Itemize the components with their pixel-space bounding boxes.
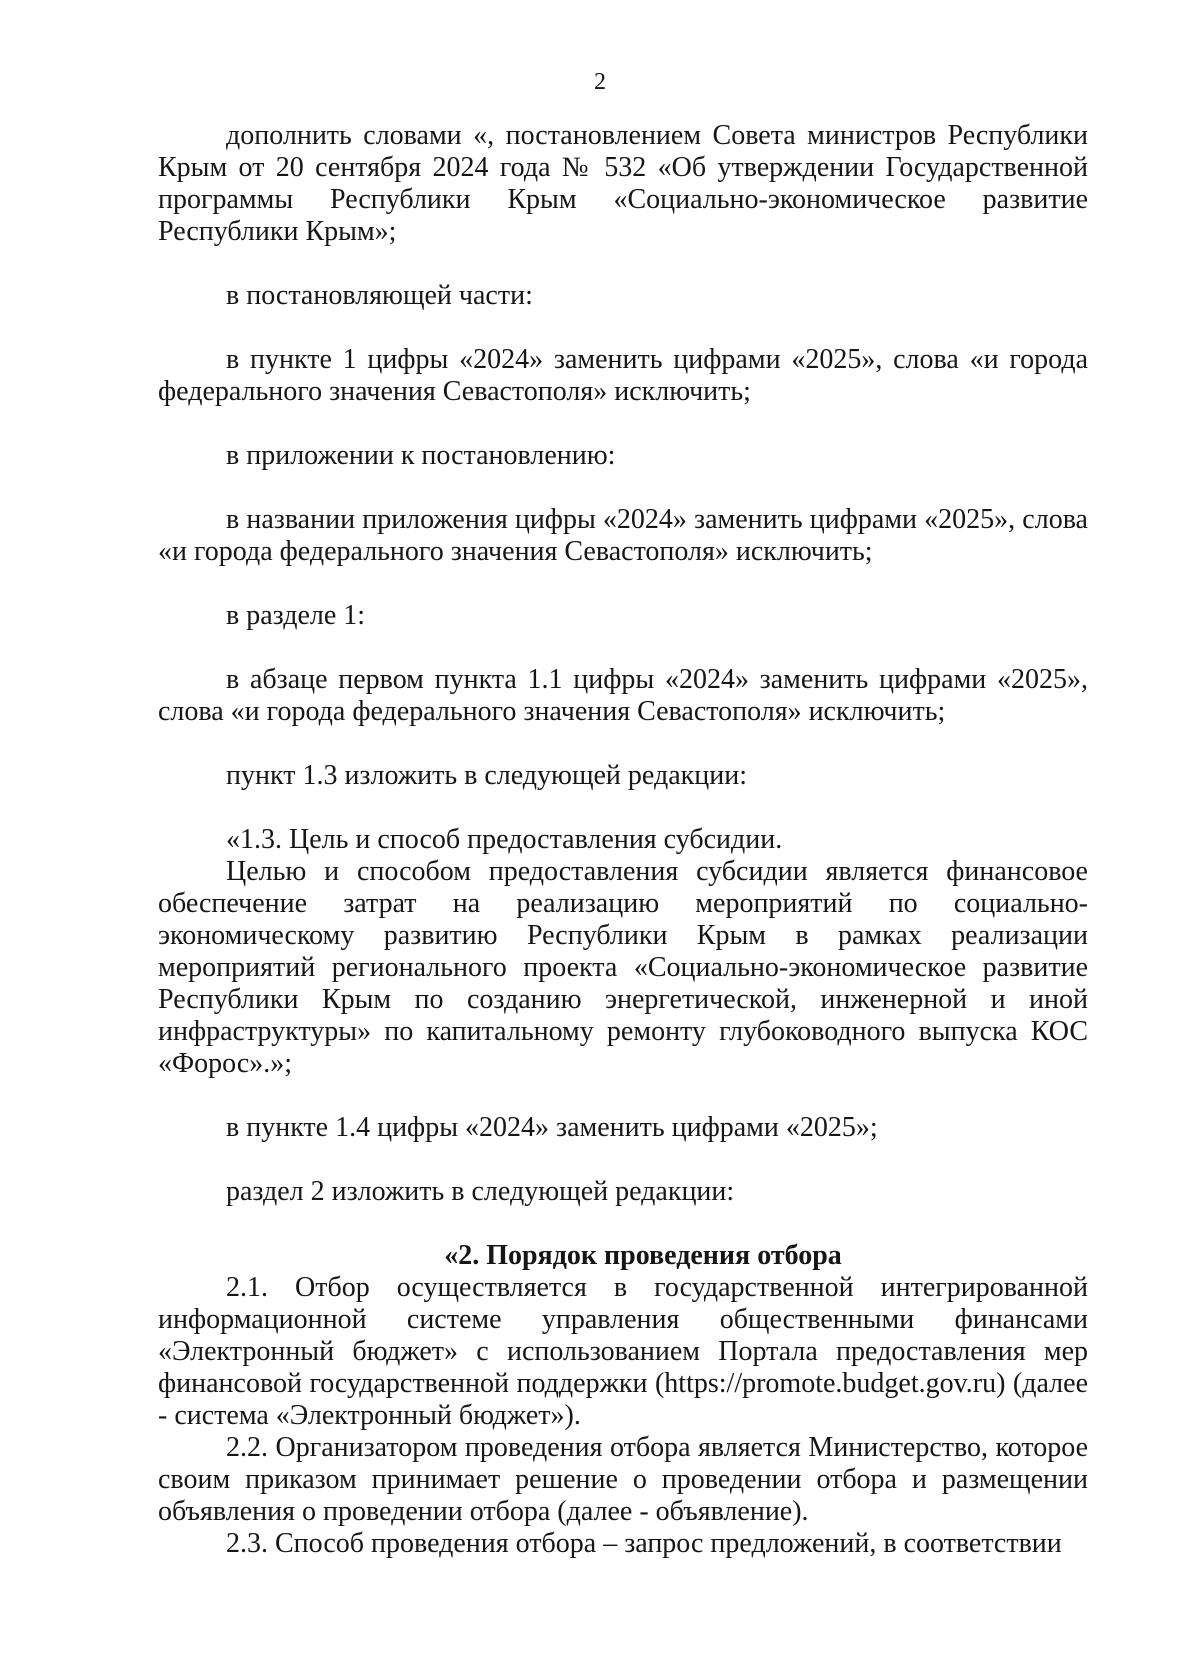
- paragraph-2-3: 2.3. Способ проведения отбора – запрос предложений, в соответствии: [226, 1528, 1062, 1559]
- paragraph-section-2-intro: раздел 2 изложить в следующей редакции:: [226, 1176, 735, 1207]
- paragraph-amendment-words: дополнить словами «, постановлением Совета министров Республики Крым от 20 сентября 2024 года № 532 «Об утверждении Государственной программы Республики Крым «Социально-экономическое развитие Республики Крым»;: [158, 120, 1088, 247]
- paragraph-2-2: 2.2. Организатором проведения отбора является Министерство, которое своим приказом принимает решение о проведении отбора и размещении объявления о проведении отбора (далее - объявление).: [158, 1432, 1088, 1527]
- section-2-heading: «2. Порядок проведения отбора: [444, 1240, 842, 1271]
- document-body: [158, 120, 1088, 1560]
- paragraph-point-1-4: в пункте 1.4 цифры «2024» заменить цифрами «2025»;: [226, 1112, 878, 1143]
- paragraph-point-1-1: в абзаце первом пункта 1.1 цифры «2024» заменить цифрами «2025», слова «и города федерального значения Севастополя» исключить;: [158, 664, 1088, 727]
- paragraph-point-1-3-body: Целью и способом предоставления субсидии является финансовое обеспечение затрат на реализацию мероприятий по социально-экономическому развитию Республики Крым в рамках реализации мероприятий регионального проекта «Социально-экономическое развитие Республики Крым по созданию энергетической, инженерной и иной инфраструктуры» по капитальному ремонту глубоководного выпуска КОС «Форос».»;: [158, 856, 1088, 1079]
- paragraph-2-1: 2.1. Отбор осуществляется в государственной интегрированной информационной системе управления общественными финансами «Электронный бюджет» с использованием Портала предоставления мер финансовой государственной поддержки (https://promote.budget.gov.ru) (далее - система «Электронный бюджет»).: [158, 1272, 1088, 1431]
- paragraph-point-1-3-title: «1.3. Цель и способ предоставления субсидии.: [226, 824, 783, 855]
- paragraph-point-1: в пункте 1 цифры «2024» заменить цифрами «2025», слова «и города федерального значения Севастополя» исключить;: [158, 344, 1088, 407]
- paragraph-point-1-3-intro: пункт 1.3 изложить в следующей редакции:: [226, 760, 747, 791]
- paragraph-annex-title: в названии приложения цифры «2024» заменить цифрами «2025», слова «и города федерального значения Севастополя» исключить;: [158, 504, 1088, 567]
- paragraph-operative-part: в постановляющей части:: [226, 280, 533, 311]
- paragraph-annex: в приложении к постановлению:: [226, 440, 616, 471]
- paragraph-section-1: в разделе 1:: [226, 600, 366, 631]
- page-number: 2: [594, 69, 606, 95]
